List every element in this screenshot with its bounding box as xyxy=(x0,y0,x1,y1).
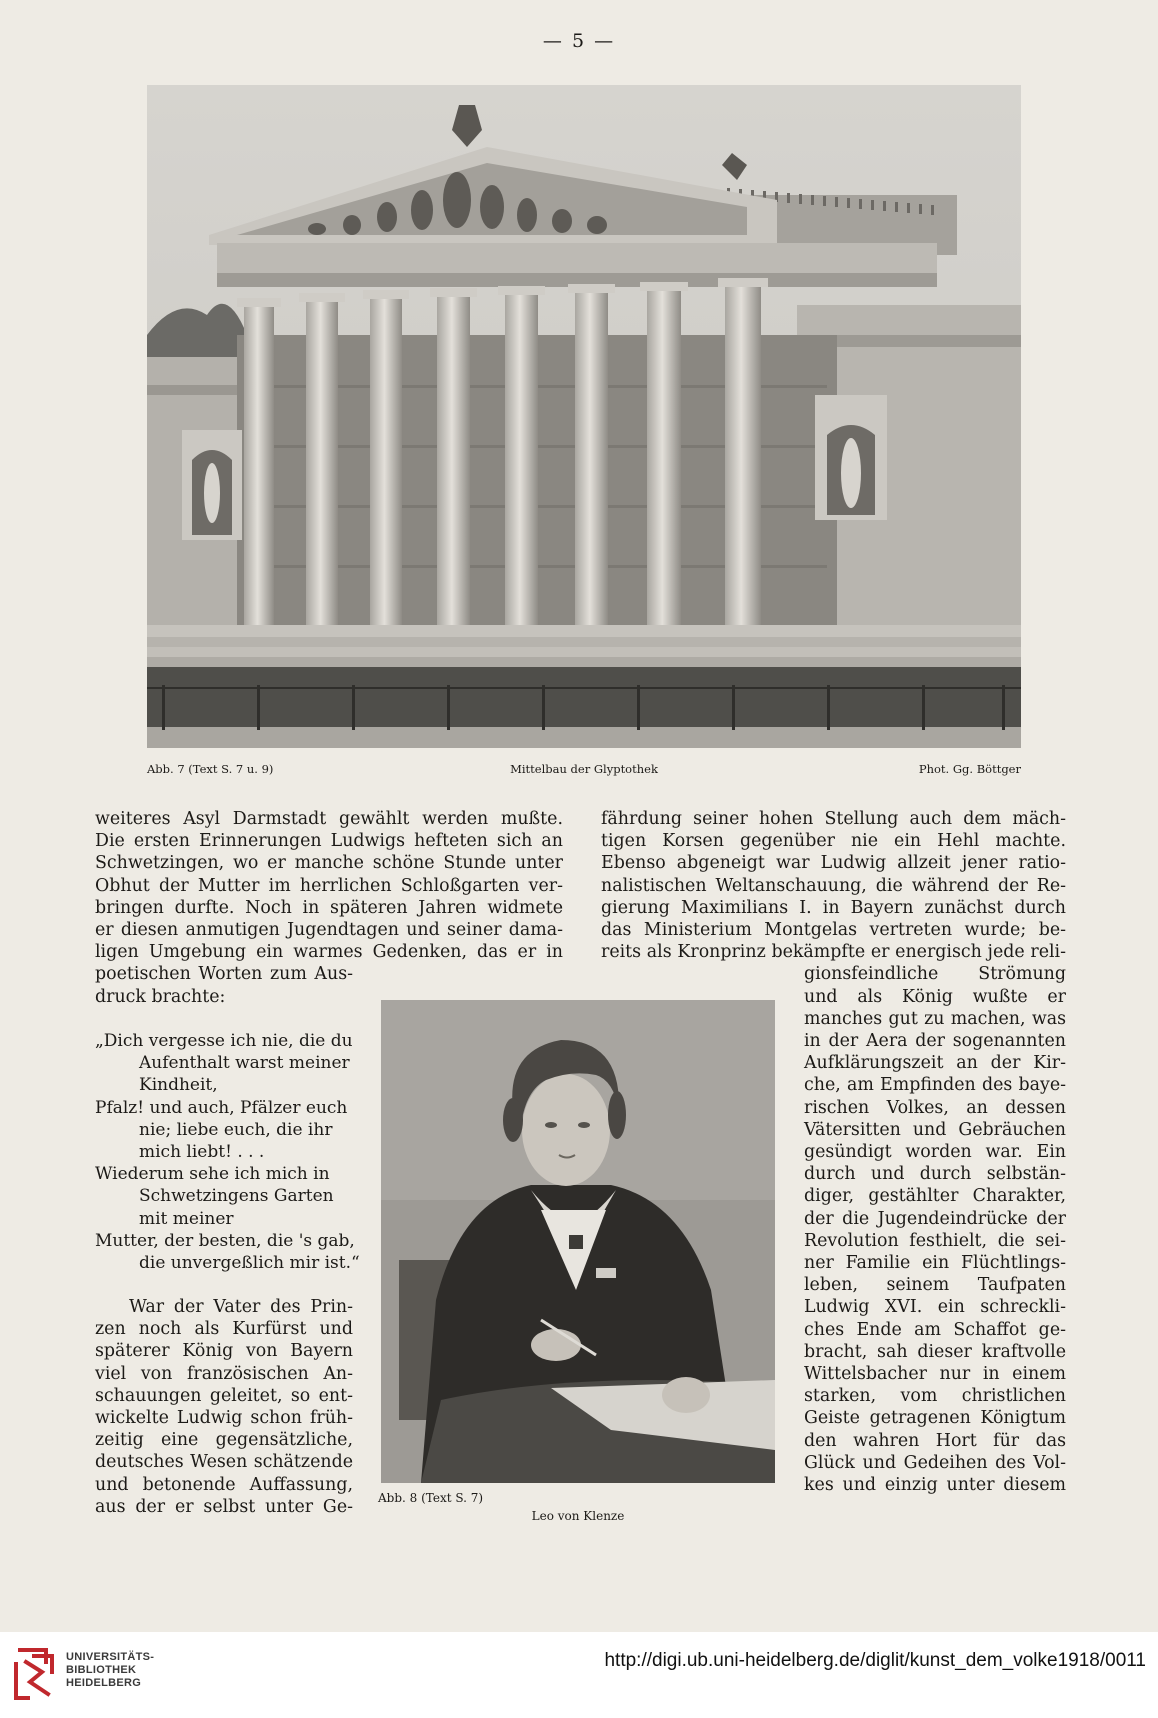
viewer-footer xyxy=(0,1632,1158,1718)
text-line: fährdung seiner hohen Stellung auch dem mäch- xyxy=(601,809,1066,829)
text-line: Wittelsbacher nur in einem xyxy=(804,1364,1066,1385)
text-line: Obhut der Mutter im herrlichen Schloßgarten ver- xyxy=(95,875,563,896)
poem-line: Wiederum sehe ich mich in xyxy=(95,1164,330,1185)
library-name-line: BIBLIOTHEK xyxy=(66,1664,137,1676)
text-line: ner Familie ein Flüchtlings- xyxy=(804,1253,1066,1274)
text-line: reits als Kronprinz bekämpfte er energisch jede reli- xyxy=(601,942,1066,963)
text-line: späterer König von Bayern xyxy=(95,1341,353,1362)
text-line: das Ministerium Montgelas vertreten wurde; be- xyxy=(601,920,1066,941)
text-line: ligen Umgebung ein warmes Gedenken, das er in xyxy=(95,942,563,963)
text-line: der die Jugendeindrücke der xyxy=(804,1208,1066,1229)
text-line: War der Vater des Prin- xyxy=(129,1297,353,1317)
poem-quote xyxy=(95,1030,360,1274)
text-line: Geiste getragenen Königtum xyxy=(804,1408,1066,1429)
text-line: er diesen anmutigen Jugendtagen und seiner dama- xyxy=(95,920,563,941)
text-line: starken, vom christlichen xyxy=(804,1386,1066,1407)
text-line: poetischen Worten zum Aus- xyxy=(95,964,353,985)
poem-line: nie; liebe euch, die ihr xyxy=(139,1119,333,1140)
text-line: diger, gestählter Charakter, xyxy=(804,1186,1066,1207)
text-line: viel von französischen An- xyxy=(95,1363,353,1384)
text-line: Aufklärungszeit an der Kir- xyxy=(804,1053,1066,1074)
poem-line: die unvergeßlich mir ist.“ xyxy=(139,1253,360,1274)
poem-line: mit meiner xyxy=(139,1208,234,1229)
text-line: und als König wußte er xyxy=(804,986,1066,1007)
left-column-bottom xyxy=(95,1296,353,1518)
text-line: bracht, sah dieser kraftvolle xyxy=(804,1341,1066,1362)
text-line: Vätersitten und Gebräuchen xyxy=(804,1119,1066,1140)
right-column-bottom xyxy=(804,963,1066,1496)
figure-2-title: Leo von Klenze xyxy=(531,1509,625,1523)
poem-line: mich liebt! . . . xyxy=(139,1142,265,1163)
poem-line: „Dich vergesse ich nie, die du xyxy=(95,1031,353,1051)
text-line: Schwetzingen, wo er manche schöne Stunde unter xyxy=(95,853,563,874)
poem-line: Kindheit, xyxy=(139,1075,218,1096)
text-line: kes und einzig unter diesem xyxy=(804,1475,1066,1496)
figure-1-credit: Phot. Gg. Böttger xyxy=(918,762,1021,776)
text-line: nalistischen Weltanschauung, die während der Re- xyxy=(601,875,1066,896)
glyptothek-photo xyxy=(147,85,1021,748)
text-line: in der Aera der sogenannten xyxy=(804,1031,1066,1051)
library-name xyxy=(66,1651,154,1690)
page-number: — 5 — xyxy=(542,30,616,52)
text-line: gierung Maximilians I. in Bayern zunächst durch xyxy=(601,897,1066,918)
text-line: den wahren Hort für das xyxy=(804,1430,1066,1451)
text-line: druck brachte: xyxy=(95,986,226,1007)
ub-heidelberg-logo-icon[interactable] xyxy=(12,1642,58,1704)
source-url-link[interactable]: http://digi.ub.uni-heidelberg.de/diglit/kunst_dem_volke1918/0011 xyxy=(604,1650,1146,1671)
poem-line: Aufenthalt warst meiner xyxy=(139,1053,350,1074)
text-line: aus der er selbst unter Ge- xyxy=(95,1496,353,1517)
text-line: Ebenso abgeneigt war Ludwig allzeit jener ratio- xyxy=(601,853,1066,874)
text-line: rischen Volkes, an dessen xyxy=(804,1097,1066,1118)
text-line: durch und durch selbstän- xyxy=(804,1164,1066,1185)
poem-line: Schwetzingens Garten xyxy=(139,1186,334,1207)
text-line: Revolution festhielt, die sei- xyxy=(804,1230,1066,1251)
poem-line: Mutter, der besten, die 's gab, xyxy=(95,1230,355,1251)
text-line: leben, seinem Taufpaten xyxy=(804,1275,1066,1296)
text-line: Die ersten Erinnerungen Ludwigs hefteten sich an xyxy=(95,831,563,852)
library-name-line: HEIDELBERG xyxy=(66,1677,142,1689)
text-line: zeitig eine gegensätzliche, xyxy=(95,1430,353,1451)
text-line: und betonende Auffassung, xyxy=(95,1474,353,1495)
text-line: ches Ende am Schaffot ge- xyxy=(804,1319,1066,1340)
left-column-top xyxy=(95,808,563,963)
left-column-lead-in xyxy=(95,963,353,1007)
text-line: schauungen geleitet, so ent- xyxy=(95,1385,353,1406)
text-line: weiteres Asyl Darmstadt gewählt werden mußte. xyxy=(95,809,563,829)
library-name-line: UNIVERSITÄTS- xyxy=(66,1651,155,1663)
text-line: deutsches Wesen schätzende xyxy=(95,1452,353,1473)
text-line: che, am Empfinden des baye- xyxy=(804,1075,1066,1096)
figure-1-title: Mittelbau der Glyptothek xyxy=(510,762,658,776)
text-line: manches gut zu machen, was xyxy=(804,1008,1066,1029)
text-line: bringen durfte. Noch in späteren Jahren widmete xyxy=(95,897,563,918)
figure-2-label: Abb. 8 (Text S. 7) xyxy=(378,1491,484,1505)
text-line: zen noch als Kurfürst und xyxy=(95,1319,353,1340)
text-line: Ludwig XVI. ein schreckli- xyxy=(804,1297,1066,1318)
text-line: gionsfeindliche Strömung xyxy=(804,964,1066,985)
klenze-portrait xyxy=(381,1000,775,1483)
text-line: gesündigt worden war. Ein xyxy=(804,1142,1066,1163)
text-line: tigen Korsen gegenüber nie ein Hehl machte. xyxy=(601,831,1066,852)
right-column-top xyxy=(601,808,1066,963)
figure-1-caption xyxy=(147,762,1021,782)
text-line: Glück und Gedeihen des Vol- xyxy=(804,1452,1066,1473)
text-line: wickelte Ludwig schon früh- xyxy=(95,1408,353,1429)
poem-line: Pfalz! und auch, Pfälzer euch xyxy=(95,1097,348,1118)
figure-1-label: Abb. 7 (Text S. 7 u. 9) xyxy=(147,762,274,776)
